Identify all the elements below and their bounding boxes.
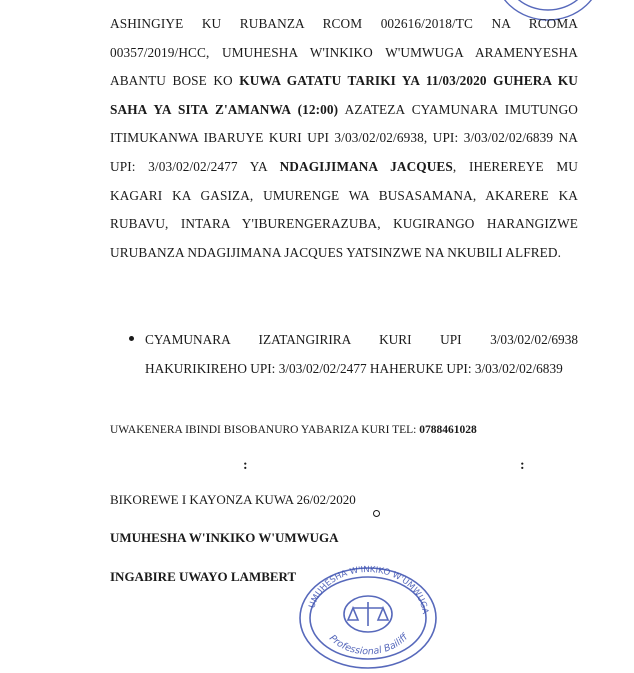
bullet-icon (129, 336, 134, 341)
dot-mark (373, 510, 380, 517)
contact-line (110, 424, 477, 436)
paragraph-text-1: ASHINGIYE KU RUBANZA RCOM 002616/2018/TC NA RCOMA 00357/2019/HCC, UMUHESHA W'INKIKO W'UMWUGA ARAMENYESHA ABANTU BOSE KO (110, 16, 578, 89)
colon-mark-left: : (243, 458, 248, 473)
contact-text: UWAKENERA IBINDI BISOBANURO YABARIZA KURI TEL: (110, 424, 420, 436)
colon-mark-right: : (520, 458, 525, 473)
contact-phone: 0788461028 (419, 424, 477, 436)
date-line: BIKOREWE I KAYONZA KUWA 26/02/2020 (110, 492, 356, 507)
auction-date-bold: KUWA GATATU TARIKI YA 11/03/2020 GUHERA KU SAHA YA SITA Z'AMANWA (12:00) (110, 73, 579, 117)
stamp-ring-text: UMUHESHA W'INKIKO W'UMWUGA (307, 564, 430, 615)
paragraph-text-3: , IHEREREYE MU KAGARI KA GASIZA, UMURENGE WA BUSASAMANA, AKARERE KA RUBAVU, INTARA Y'IBURENGERAZUBA, KUGIRANGO HARANGIZWE URUBANZA NDAGIJIMANA JACQUES YATSINZWE NA NKUBILI ALFRED. (110, 158, 579, 260)
owner-name-bold: NDAGIJIMANA JACQUES (279, 158, 453, 174)
paragraph-text-2: AZATEZA CYAMUNARA IMUTUNGO ITIMUKANWA IBARUYE KURI UPI 3/03/02/02/6938, UPI: 3/03/02/02/6839 NA UPI: 3/03/02/02/2477 YA (110, 101, 578, 174)
signature-name: INGABIRE UWAYO LAMBERT (110, 569, 297, 584)
main-paragraph (110, 10, 578, 267)
bullet-item: CYAMUNARA IZATANGIRIRA KURI UPI 3/03/02/02/6938 HAKURIKIREHO UPI: 3/03/02/02/2477 HAHERUKE UPI: 3/03/02/02/6839 (145, 332, 578, 376)
official-stamp-bottom (293, 562, 443, 670)
signature-title: UMUHESHA W'INKIKO W'UMWUGA (110, 530, 339, 545)
stamp-bottom-text: Professional Bailiff (326, 631, 411, 658)
